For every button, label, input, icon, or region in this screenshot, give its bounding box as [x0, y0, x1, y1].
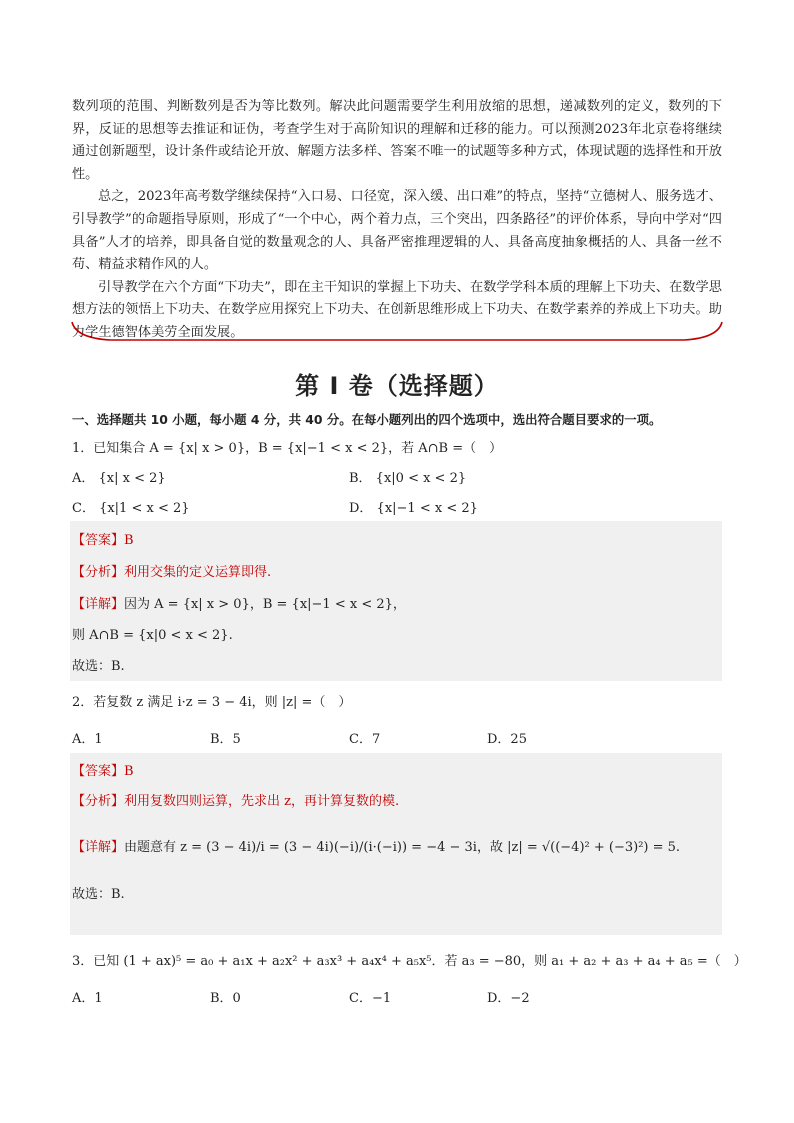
analysis-text: 利用复数四则运算，先求出 z，再计算复数的模. [124, 794, 400, 809]
detail-text-1: 因为 A = {x| x > 0}，B = {x|−1 < x < 2}， [124, 597, 406, 612]
question-1-option-b[interactable]: B． {x|0 < x < 2} [349, 471, 467, 486]
answer-value: B [124, 533, 134, 548]
detail-tag: 【详解】 [72, 597, 125, 612]
question-2-option-a[interactable]: A．1 [72, 732, 103, 747]
analysis-tag: 【分析】 [72, 565, 125, 580]
question-1-detail [72, 593, 406, 612]
detail-tag: 【详解】 [72, 840, 125, 855]
question-2-analysis [72, 790, 399, 809]
answer-value: B [124, 764, 134, 779]
question-1-answer [72, 529, 134, 548]
answer-tag: 【答案】 [72, 533, 125, 548]
question-2-conclusion: 故选：B. [72, 887, 125, 902]
question-3-stem: 3．已知 (1 + ax)⁵ = a₀ + a₁x + a₂x² + a₃x³ + a₄x⁴ + a₅x⁵．若 a₃ = −80，则 a₁ + a₂ + a₃ + a₄ + a₅ =（ ） [72, 954, 747, 969]
question-2-option-b[interactable]: B．5 [210, 732, 241, 747]
decorative-divider [70, 318, 724, 348]
answer-tag: 【答案】 [72, 764, 125, 779]
intro-paragraph-1: 数列项的范围、判断数列是否为等比数列。解决此问题需要学生利用放缩的思想，递减数列的定义，数列的下界，反证的思想等去推证和证伪，考查学生对于高阶知识的理解和迁移的能力。可以预测2023年北京卷将继续通过创新题型，设计条件或结论开放、解题方法多样、答案不唯一的试题等多种方式，体现试题的选择性和开放性。 [72, 99, 722, 182]
question-1-detail-2: 则 A∩B = {x|0 < x < 2}. [72, 628, 233, 643]
section-instruction: 一、选择题共 10 小题，每小题 4 分，共 40 分。在每小题列出的四个选项中，选出符合题目要求的一项。 [72, 412, 662, 427]
detail-text-1: 由题意有 z = (3 − 4i)/i = (3 − 4i)(−i)/(i·(−i)) = −4 − 3i，故 |z| = √((−4)² + (−3)²) = 5. [124, 840, 681, 855]
question-3-option-c[interactable]: C．−1 [349, 991, 392, 1006]
question-2-option-d[interactable]: D．25 [487, 732, 527, 747]
analysis-tag: 【分析】 [72, 794, 125, 809]
question-1-option-c[interactable]: C． {x|1 < x < 2} [72, 501, 190, 516]
question-3-option-b[interactable]: B．0 [210, 991, 241, 1006]
question-2-option-c[interactable]: C．7 [349, 732, 381, 747]
question-1-option-a[interactable]: A． {x| x < 2} [72, 471, 166, 486]
analysis-text: 利用交集的定义运算即得. [124, 565, 272, 580]
intro-text [72, 96, 722, 345]
question-2-answer [72, 760, 134, 779]
intro-paragraph-3: 引导教学在六个方面“下功夫”，即在主干知识的掌握上下功夫、在数学学科本质的理解上下功夫、在数学思想方法的领悟上下功夫、在数学应用探究上下功夫、在创新思维形成上下功夫、在数学素养的养成上下功夫。助力学生德智体美劳全面发展。 [72, 279, 722, 340]
question-2-detail [72, 836, 680, 855]
section-title: 第 I 卷（选择题） [295, 372, 499, 400]
question-2-stem: 2．若复数 z 满足 i·z = 3 − 4i，则 |z| =（ ） [72, 695, 352, 710]
question-3-option-d[interactable]: D．−2 [487, 991, 530, 1006]
intro-paragraph-2: 总之，2023年高考数学继续保持“入口易、口径宽，深入缓、出口难”的特点，坚持“立德树人、服务选才、引导教学”的命题指导原则，形成了“一个中心，两个着力点，三个突出，四条路径”的评价体系，导向中学对“四具备”人才的培养，即具备自觉的数量观念的人、具备严密推理逻辑的人、具备高度抽象概括的人、具备一丝不苟、精益求精作风的人。 [72, 189, 722, 273]
question-1-option-d[interactable]: D． {x|−1 < x < 2} [349, 501, 478, 516]
question-3-option-a[interactable]: A．1 [72, 991, 103, 1006]
question-1-stem: 1．已知集合 A = {x| x > 0}，B = {x|−1 < x < 2}，若 A∩B =（ ） [72, 441, 503, 456]
question-1-conclusion: 故选：B. [72, 659, 125, 674]
question-1-analysis [72, 561, 271, 580]
